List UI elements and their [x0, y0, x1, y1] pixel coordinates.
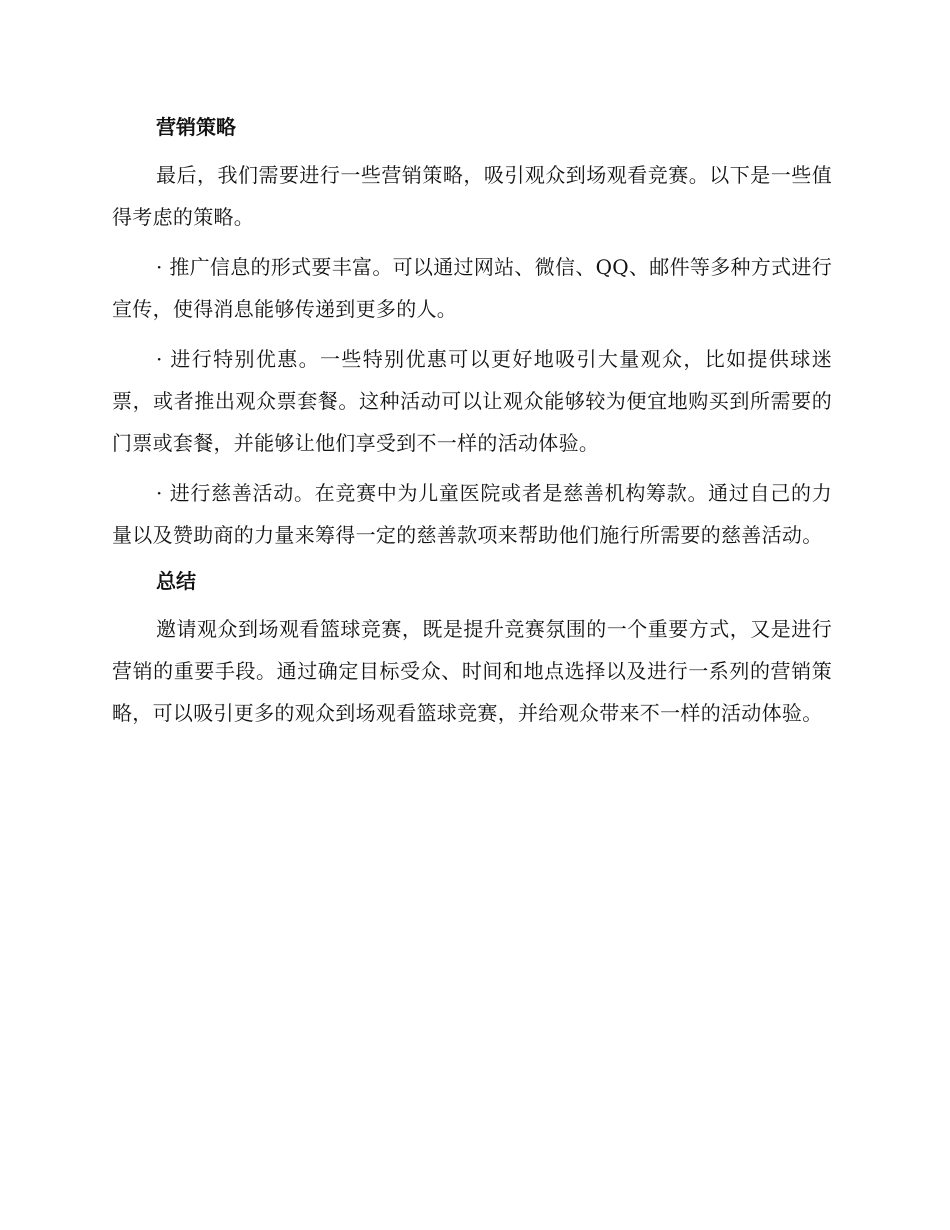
paragraph-bullet-charity: · 进行慈善活动。在竞赛中为儿童医院或者是慈善机构筹款。通过自己的力量以及赞助商的力量来筹得一定的慈善款项来帮助他们施行所需要的慈善活动。	[112, 481, 832, 547]
section-heading-marketing: 营销策略	[156, 115, 236, 139]
document-content	[112, 110, 832, 742]
section-heading-summary: 总结	[156, 569, 196, 593]
paragraph-summary: 邀请观众到场观看篮球竞赛，既是提升竞赛氛围的一个重要方式，又是进行营销的重要手段。通过确定目标受众、时间和地点选择以及进行一系列的营销策略，可以吸引更多的观众到场观看篮球竞赛，并给观众带来不一样的活动体验。	[112, 617, 832, 725]
paragraph-bullet-discount: · 进行特别优惠。一些特别优惠可以更好地吸引大量观众，比如提供球迷票，或者推出观众票套餐。这种活动可以让观众能够较为便宜地购买到所需要的门票或套餐，并能够让他们享受到不一样的活动体验。	[112, 347, 832, 455]
paragraph-bullet-promotion: · 推广信息的形式要丰富。可以通过网站、微信、QQ、邮件等多种方式进行宣传，使得消息能够传递到更多的人。	[112, 255, 833, 321]
paragraph-intro: 最后，我们需要进行一些营销策略，吸引观众到场观看竞赛。以下是一些值得考虑的策略。	[112, 163, 832, 229]
